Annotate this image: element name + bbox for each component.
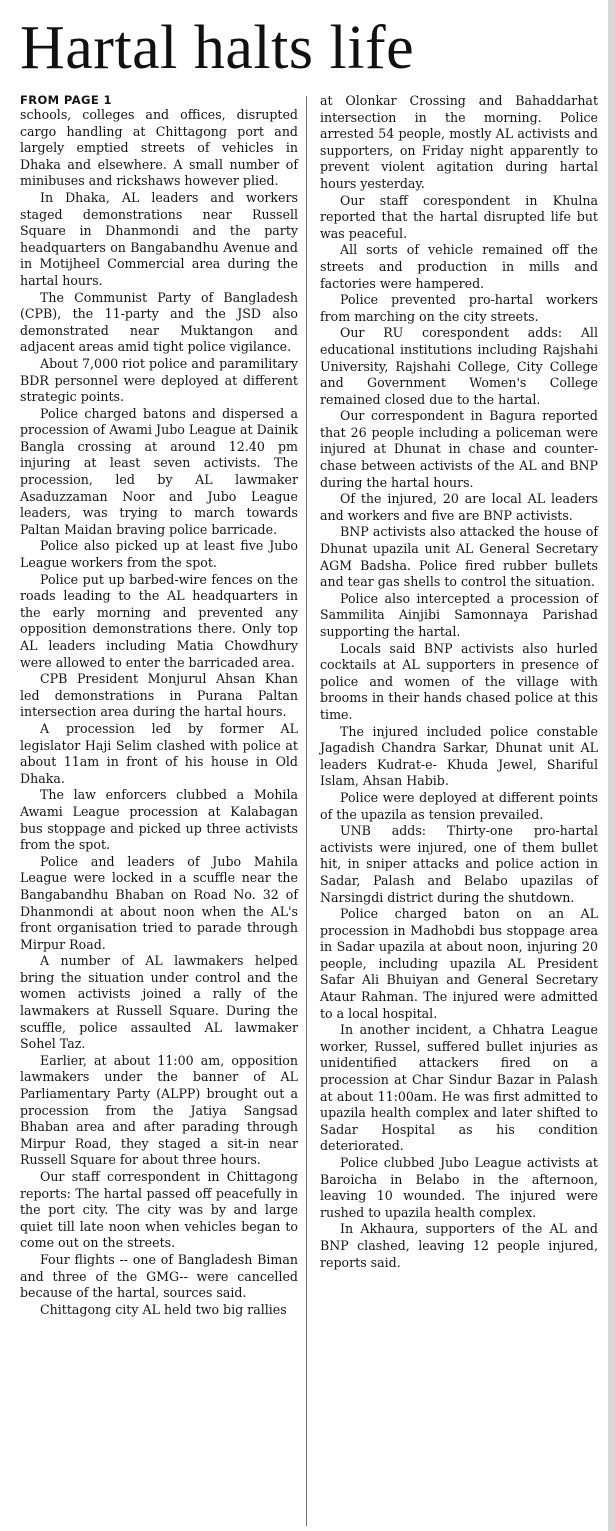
paragraph: A procession led by former AL legislator Haji Selim clashed with police at about 11am in front of his house in Old Dhaka. xyxy=(20,720,298,786)
paragraph: UNB adds: Thirty-one pro-hartal activists were injured, one of them bullet hit, in sniper attacks and police action in Sadar, Palash and Belabo upazilas of Narsingdi district during the shutdown. xyxy=(320,823,598,905)
paragraph: CPB President Monjurul Ahsan Khan led demonstrations in Purana Paltan intersection area during the hartal hours. xyxy=(20,671,298,720)
paragraph: Four flights -- one of Bangladesh Biman and three of the GMG-- were cancelled because of the hartal, sources said. xyxy=(20,1251,298,1301)
paragraph: In Dhaka, AL leaders and workers staged demonstrations near Russell Square in Dhanmondi and the party headquarters on Bangabandhu Avenue and in Motijheel Commercial area during the hartal hours. xyxy=(20,189,298,288)
paragraph: Police were deployed at different points of the upazila as tension prevailed. xyxy=(320,789,598,822)
paragraph: Chittagong city AL held two big rallies xyxy=(40,1301,287,1317)
left-column xyxy=(20,93,298,1318)
paragraph: The injured included police constable Jagadish Chandra Sarkar, Dhunat unit AL leaders Kudrat-e- Khuda Jewel, Shariful Islam, Ahsan Habib. xyxy=(320,723,598,789)
paragraph: schools, colleges and offices, disrupted cargo handling at Chittagong port and largely emptied streets of vehicles in Dhaka and elsewhere. A small number of minibuses and rickshaws however plied. xyxy=(20,107,298,189)
paragraph: Police charged batons and dispersed a procession of Awami Jubo League at Dainik Bangla crossing at around 12.40 pm injuring at least seven activists. The procession, led by AL lawmaker Asaduzzaman Noor and Jubo League leaders, was trying to march towards Paltan Maidan braving police barricade. xyxy=(20,405,298,537)
paragraph: Our RU corespondent adds: All educational institutions including Rajshahi University, Rajshahi College, City College and Government Women's College remained closed due to the hartal. xyxy=(320,325,598,407)
paragraph: Police prevented pro-hartal workers from marching on the city streets. xyxy=(320,292,598,324)
page-edge xyxy=(608,0,615,1531)
from-page-kicker: FROM PAGE 1 xyxy=(20,93,112,107)
paragraph: The law enforcers clubbed a Mohila Awami League procession at Kalabagan bus stoppage and picked up three activists from the spot. xyxy=(20,787,298,853)
paragraph: Our correspondent in Bagura reported that 26 people including a policeman were injured at Dhunat in chase and counter-chase between activists of the AL and BNP during the hartal hours. xyxy=(320,408,598,490)
headline: Hartal halts life xyxy=(20,14,415,82)
paragraph: Locals said BNP activists also hurled cocktails at AL supporters in presence of police and women of the village with brooms in their hands chased police at this time. xyxy=(320,640,598,722)
paragraph: Police also intercepted a procession of Sammilita Ainjibi Samonnaya Parishad supporting the hartal. xyxy=(320,590,598,639)
paragraph: Police charged baton on an AL procession in Madhobdi bus stoppage area in Sadar upazila at about noon, injuring 20 people, including upazila AL President Safar Ali Bhuiyan and General Secretary Ataur Rahman. The injured were admitted to a local hospital. xyxy=(320,906,598,1021)
paragraph: Our staff correspondent in Chittagong reports: The hartal passed off peacefully in the port city. The city was by and large quiet till late noon when vehicles began to come out on the streets. xyxy=(20,1169,298,1251)
paragraph: Police and leaders of Jubo Mahila League were locked in a scuffle near the Bangabandhu Bhaban on Road No. 32 of Dhanmondi at about noon when the AL's front organisation tried to parade through Mirpur Road. xyxy=(20,853,298,952)
paragraph: BNP activists also attacked the house of Dhunat upazila unit AL General Secretary AGM Badsha. Police fired rubber bullets and tear gas shells to control the situation. xyxy=(320,524,598,590)
paragraph: Police clubbed Jubo League activists at Baroicha in Belabo in the afternoon, leaving 10 wounded. The injured were rushed to upazila health complex. xyxy=(320,1155,598,1220)
paragraph: About 7,000 riot police and paramilitary BDR personnel were deployed at different strategic points. xyxy=(20,355,298,405)
paragraph: Our staff corespondent in Khulna reported that the hartal disrupted life but was peaceful. xyxy=(320,192,598,241)
paragraph: at Olonkar Crossing and Bahaddarhat intersection in the morning. Police arrested 54 people, mostly AL activists and supporters, on Friday night apparently to prevent violent agitation during hartal hours yesterday. xyxy=(320,93,598,191)
paragraph: All sorts of vehicle remained off the streets and production in mills and factories were hampered. xyxy=(320,242,598,291)
paragraph: Earlier, at about 11:00 am, opposition lawmakers under the banner of AL Parliamentary Party (ALPP) brought out a procession from the Jatiya Sangsad Bhaban area and after parading through Mirpur Road, they staged a sit-in near Russell Square for about three hours. xyxy=(20,1052,298,1168)
paragraph: In another incident, a Chhatra League worker, Russel, suffered bullet injuries as unidentified attackers fired on a procession at Char Sindur Bazar in Palash at about 11:00am. He was first admitted to upazila health complex and later shifted to Sadar Hospital as his condition deteriorated. xyxy=(320,1022,598,1154)
paragraph: Of the injured, 20 are local AL leaders and workers and five are BNP activists. xyxy=(320,491,598,523)
paragraph: A number of AL lawmakers helped bring the situation under control and the women activists joined a rally of the lawmakers at Russell Square. During the scuffle, police assaulted AL lawmaker Sohel Taz. xyxy=(20,953,298,1052)
right-column xyxy=(320,93,598,1271)
paragraph: Police put up barbed-wire fences on the roads leading to the AL headquarters in the early morning and prevented any opposition demonstrations there. Only top AL leaders including Matia Chowdhury were allowed to enter the barricaded area. xyxy=(20,571,298,670)
paragraph: In Akhaura, supporters of the AL and BNP clashed, leaving 12 people injured, reports said. xyxy=(320,1221,598,1270)
paragraph: Police also picked up at least five Jubo League workers from the spot. xyxy=(20,538,298,571)
column-divider xyxy=(306,96,307,1526)
paragraph: The Communist Party of Bangladesh (CPB), the 11-party and the JSD also demonstrated near Muktangon and adjacent areas amid tight police vigilance. xyxy=(20,289,298,355)
